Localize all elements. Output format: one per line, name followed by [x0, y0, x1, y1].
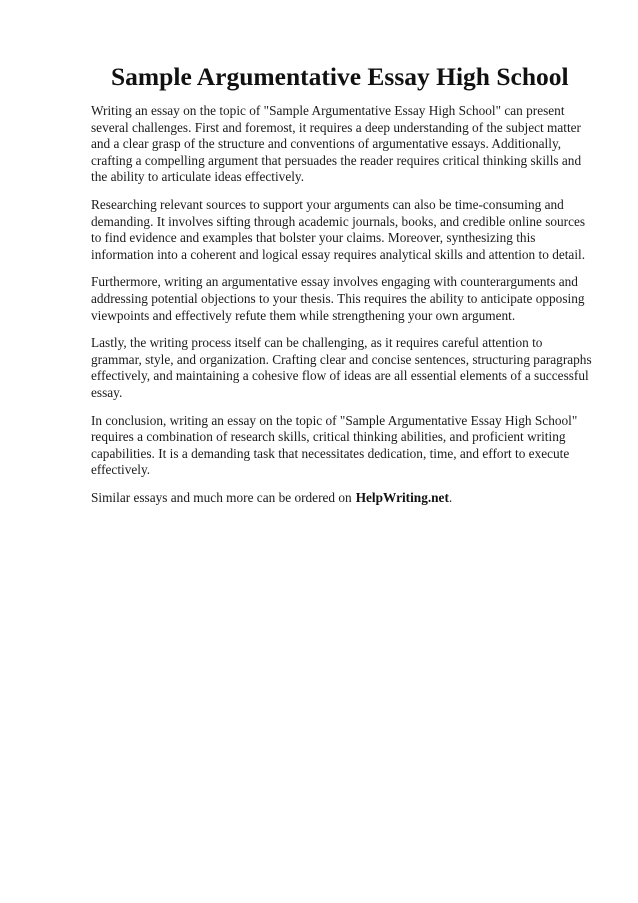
paragraph-5: In conclusion, writing an essay on the topic of "Sample Argumentative Essay High School" requires a combination of research skills, critical thinking abilities, and proficient writing capabilities. It is a demanding task that necessitates dedication, time, and effort to execute effectively.	[91, 412, 578, 478]
paragraph-1: Writing an essay on the topic of "Sample Argumentative Essay High School" can present several challenges. First and foremost, it requires a deep understanding of the subject matter and a clear grasp of the structure and conventions of argumentative essays. Additionally, crafting a compelling argument that persuades the reader requires critical thinking skills and the ability to articulate ideas effectively.	[91, 103, 582, 185]
footer-end-punct: .	[448, 489, 453, 505]
order-footer	[91, 490, 594, 507]
paragraph-3: Furthermore, writing an argumentative essay involves engaging with counterarguments and addressing potential objections to your thesis. This requires the ability to anticipate opposing viewpoints and effectively refute them while strengthening your own argument.	[91, 274, 585, 323]
page-title: Sample Argumentative Essay High School	[111, 62, 569, 91]
paragraph-2: Researching relevant sources to support your arguments can also be time-consuming and demanding. It involves sifting through academic journals, books, and credible online sources to find evidence and examples that bolster your claims. Moreover, synthesizing this information into a coherent and logical essay requires analytical skills and attention to detail.	[91, 196, 586, 262]
helpwriting-link[interactable]: HelpWriting.net	[355, 489, 449, 505]
paragraph-4: Lastly, the writing process itself can be challenging, as it requires careful attention to grammar, style, and organization. Crafting clear and concise sentences, structuring paragraphs effectively, and maintaining a cohesive flow of ideas are all essential elements of a successful essay.	[91, 335, 592, 400]
footer-text: Similar essays and much more can be ordered on	[91, 489, 352, 505]
